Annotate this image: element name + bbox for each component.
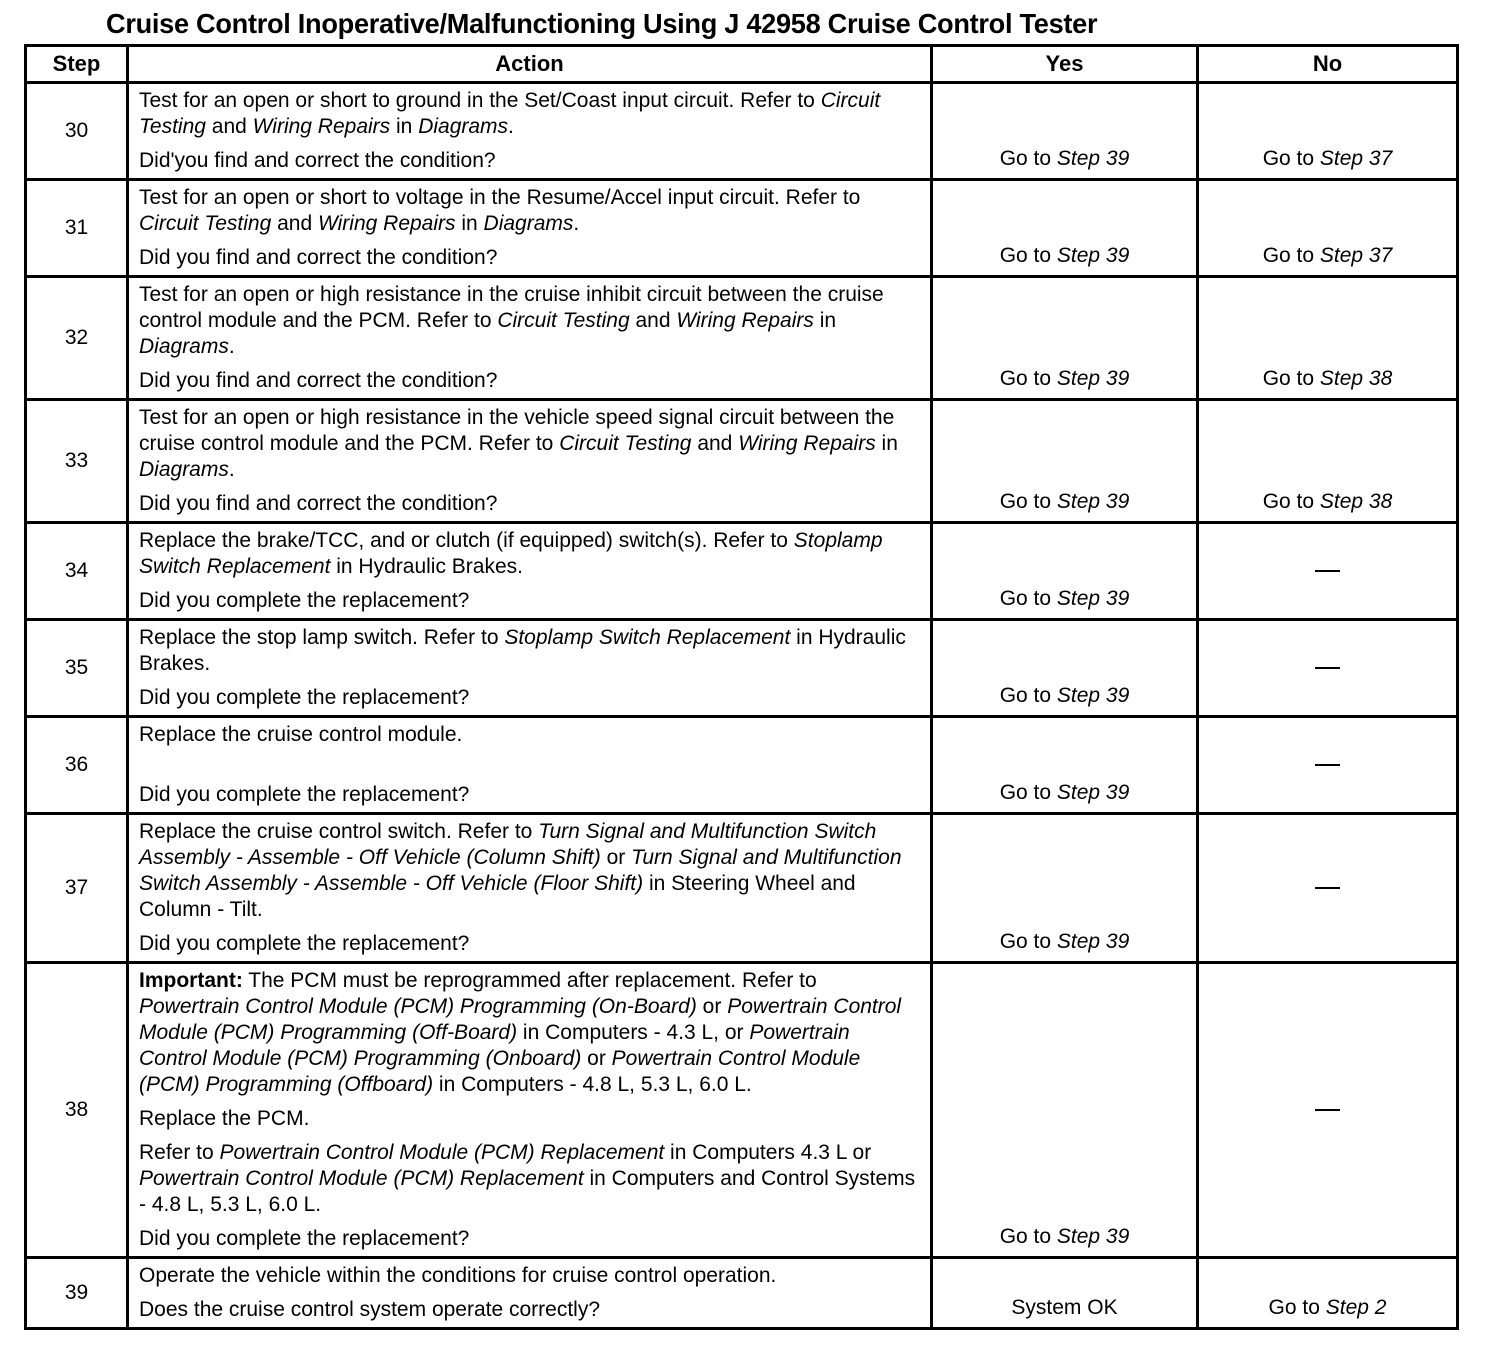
no-outcome xyxy=(1198,814,1458,963)
no-outcome xyxy=(1198,523,1458,620)
no-goto-prefix: Go to xyxy=(1262,244,1320,267)
yes-goto-prefix: Go to xyxy=(999,1225,1057,1248)
action-text: Replace the cruise control module. xyxy=(139,723,463,746)
yes-goto-step-link[interactable]: Step 39 xyxy=(1056,587,1130,610)
reference-link[interactable]: Powertrain Control Module (PCM) Programming (Offboard) xyxy=(139,1047,861,1096)
action-text: or xyxy=(600,846,632,869)
action-cell xyxy=(128,277,932,400)
table-row xyxy=(26,523,1458,620)
action-cell xyxy=(128,620,932,717)
step-number: 32 xyxy=(26,277,128,400)
no-outcome xyxy=(1198,963,1458,1258)
no-outcome xyxy=(1198,717,1458,814)
action-text: and xyxy=(629,309,677,332)
action-cell xyxy=(128,180,932,277)
action-text: in xyxy=(455,212,484,235)
column-header-no: No xyxy=(1198,46,1458,83)
action-text: . xyxy=(508,115,514,138)
yes-outcome xyxy=(932,83,1198,180)
table-body xyxy=(26,83,1458,1329)
action-question: Did you find and correct the condition? xyxy=(139,369,498,392)
table-row xyxy=(26,277,1458,400)
reference-link[interactable]: Wiring Repairs xyxy=(676,309,814,332)
action-question: Did you find and correct the condition? xyxy=(139,492,498,515)
action-question: Did you complete the replacement? xyxy=(139,932,470,955)
not-applicable-dash xyxy=(1315,667,1340,669)
no-goto-step-link[interactable]: Step 38 xyxy=(1319,367,1393,390)
no-outcome xyxy=(1198,180,1458,277)
reference-link[interactable]: Powertrain Control Module (PCM) Replacement xyxy=(139,1167,584,1190)
action-text: in xyxy=(875,432,898,455)
yes-goto-prefix: Go to xyxy=(999,684,1057,707)
not-applicable-dash xyxy=(1315,887,1340,889)
table-row xyxy=(26,1258,1458,1329)
not-applicable-dash xyxy=(1315,764,1340,766)
action-text: Replace the brake/TCC, and or clutch (if equipped) switch(s). Refer to xyxy=(139,529,794,552)
step-number: 31 xyxy=(26,180,128,277)
action-question: Did you complete the replacement? xyxy=(139,1227,470,1250)
yes-goto-step-link[interactable]: Step 39 xyxy=(1056,147,1130,170)
action-text: Refer to xyxy=(139,1141,220,1164)
yes-goto-step-link[interactable]: Step 39 xyxy=(1056,244,1130,267)
action-paragraph xyxy=(139,282,922,360)
yes-outcome xyxy=(932,180,1198,277)
action-text: Test for an open or high resistance in the vehicle speed signal circuit between the cruise control module and the PCM. Refer to xyxy=(139,406,895,455)
action-text: in Hydraulic Brakes. xyxy=(139,626,906,675)
yes-goto-step-link[interactable]: Step 39 xyxy=(1056,781,1130,804)
reference-link[interactable]: Powertrain Control Module (PCM) Programming (Off-Board) xyxy=(139,995,902,1044)
action-text: in Steering Wheel and Column - Tilt. xyxy=(139,872,856,921)
reference-link[interactable]: Powertrain Control Module (PCM) Programming (Onboard) xyxy=(139,1021,850,1070)
action-text: or xyxy=(581,1047,612,1070)
action-text: in Computers and Control Systems - 4.8 L, 5.3 L, 6.0 L. xyxy=(139,1167,916,1216)
action-text: Test for an open or high resistance in the cruise inhibit circuit between the cruise control module and the PCM. Refer to xyxy=(139,283,884,332)
yes-goto-prefix: Go to xyxy=(999,244,1057,267)
no-goto-prefix: Go to xyxy=(1262,147,1320,170)
reference-link[interactable]: Circuit Testing xyxy=(139,89,881,138)
reference-link[interactable]: Powertrain Control Module (PCM) Programming (On-Board) xyxy=(139,995,697,1018)
action-text: Replace the cruise control switch. Refer to xyxy=(139,820,539,843)
action-text: Operate the vehicle within the conditions for cruise control operation. xyxy=(139,1264,777,1287)
reference-link[interactable]: Circuit Testing xyxy=(497,309,630,332)
action-question: Did you find and correct the condition? xyxy=(139,246,498,269)
reference-link[interactable]: Circuit Testing xyxy=(139,212,272,235)
action-cell xyxy=(128,1258,932,1329)
action-paragraph xyxy=(139,88,922,140)
no-goto-step-link[interactable]: Step 37 xyxy=(1319,147,1393,170)
reference-link[interactable]: Diagrams xyxy=(483,212,574,235)
yes-goto-step-link[interactable]: Step 39 xyxy=(1056,490,1130,513)
no-goto-step-link[interactable]: Step 38 xyxy=(1319,490,1393,513)
step-number: 39 xyxy=(26,1258,128,1329)
action-text: or xyxy=(696,995,728,1018)
action-text: Replace the PCM. xyxy=(139,1107,310,1130)
yes-goto-prefix: Go to xyxy=(999,781,1057,804)
emphasis-label: Important: xyxy=(139,969,243,992)
no-goto-step-link[interactable]: Step 2 xyxy=(1325,1296,1387,1319)
action-paragraph xyxy=(139,528,922,580)
step-number: 33 xyxy=(26,400,128,523)
action-question: Did you complete the replacement? xyxy=(139,589,470,612)
yes-outcome xyxy=(932,277,1198,400)
yes-outcome xyxy=(932,814,1198,963)
yes-goto-prefix: Go to xyxy=(999,490,1057,513)
yes-goto-step-link[interactable]: Step 39 xyxy=(1056,367,1130,390)
action-text: . xyxy=(228,335,235,358)
yes-goto-prefix: Go to xyxy=(999,367,1057,390)
page-title: Cruise Control Inoperative/Malfunctioning Using J 42958 Cruise Control Tester xyxy=(106,8,1098,39)
table-row xyxy=(26,963,1458,1258)
action-text: Test for an open or short to ground in the Set/Coast input circuit. Refer to xyxy=(139,89,821,112)
action-text: Replace the stop lamp switch. Refer to xyxy=(139,626,505,649)
yes-outcome xyxy=(932,963,1198,1258)
yes-result-text: System OK xyxy=(1011,1296,1118,1319)
action-cell xyxy=(128,400,932,523)
action-paragraph xyxy=(139,968,922,1098)
no-outcome xyxy=(1198,620,1458,717)
yes-outcome xyxy=(932,1258,1198,1329)
reference-link[interactable]: Wiring Repairs xyxy=(318,212,456,235)
action-question: Did you complete the replacement? xyxy=(139,783,470,806)
table-row xyxy=(26,814,1458,963)
reference-link[interactable]: Stoplamp Switch Replacement xyxy=(504,626,791,649)
action-paragraph xyxy=(139,625,922,677)
reference-link[interactable]: Wiring Repairs xyxy=(252,115,391,138)
column-header-yes: Yes xyxy=(932,46,1198,83)
action-text: . xyxy=(573,212,580,235)
yes-outcome xyxy=(932,620,1198,717)
action-question: Did you complete the replacement? xyxy=(139,686,470,709)
no-outcome xyxy=(1198,277,1458,400)
reference-link[interactable]: Turn Signal and Multifunction Switch Assembly - Assemble - Off Vehicle (Floor Shift) xyxy=(139,846,902,895)
reference-link[interactable]: Circuit Testing xyxy=(559,432,692,455)
yes-outcome xyxy=(932,400,1198,523)
table-row xyxy=(26,717,1458,814)
action-paragraph xyxy=(139,1263,922,1289)
action-text: in Computers - 4.8 L, 5.3 L, 6.0 L. xyxy=(433,1073,752,1096)
reference-link[interactable]: Stoplamp Switch Replacement xyxy=(139,529,883,578)
action-cell xyxy=(128,717,932,814)
reference-link[interactable]: Powertrain Control Module (PCM) Replacement xyxy=(219,1141,665,1164)
action-text: and xyxy=(271,212,318,235)
yes-goto-prefix: Go to xyxy=(999,587,1057,610)
no-goto-prefix: Go to xyxy=(1268,1296,1326,1319)
action-cell xyxy=(128,83,932,180)
not-applicable-dash xyxy=(1315,1109,1340,1111)
table-header-row xyxy=(26,46,1458,83)
action-question: Did'you find and correct the condition? xyxy=(139,149,496,172)
reference-link[interactable]: Wiring Repairs xyxy=(738,432,876,455)
yes-goto-step-link[interactable]: Step 39 xyxy=(1056,930,1130,953)
action-text: in xyxy=(813,309,837,332)
action-cell xyxy=(128,814,932,963)
step-number: 37 xyxy=(26,814,128,963)
no-goto-prefix: Go to xyxy=(1262,367,1320,390)
yes-outcome xyxy=(932,523,1198,620)
action-paragraph xyxy=(139,722,922,748)
action-text: and xyxy=(205,115,253,138)
no-goto-prefix: Go to xyxy=(1262,490,1320,513)
step-number: 38 xyxy=(26,963,128,1258)
spacer xyxy=(139,748,922,774)
no-outcome xyxy=(1198,83,1458,180)
no-goto-step-link[interactable]: Step 37 xyxy=(1319,244,1393,267)
no-outcome xyxy=(1198,400,1458,523)
table-row xyxy=(26,620,1458,717)
not-applicable-dash xyxy=(1315,570,1340,572)
action-text: in Computers - 4.3 L, or xyxy=(517,1021,750,1044)
no-outcome xyxy=(1198,1258,1458,1329)
reference-link[interactable]: Diagrams xyxy=(139,335,229,358)
column-header-action: Action xyxy=(128,46,932,83)
table-row xyxy=(26,180,1458,277)
action-text: in Hydraulic Brakes. xyxy=(330,555,523,578)
yes-outcome xyxy=(932,717,1198,814)
column-header-step: Step xyxy=(26,46,128,83)
action-cell xyxy=(128,523,932,620)
action-paragraph xyxy=(139,185,922,237)
action-paragraph xyxy=(139,819,922,923)
action-question: Does the cruise control system operate correctly? xyxy=(139,1298,601,1321)
yes-goto-step-link[interactable]: Step 39 xyxy=(1056,684,1130,707)
action-text: and xyxy=(691,432,739,455)
diagnostic-table xyxy=(24,44,1459,1330)
step-number: 35 xyxy=(26,620,128,717)
yes-goto-step-link[interactable]: Step 39 xyxy=(1056,1225,1130,1248)
action-paragraph xyxy=(139,405,922,483)
table-row xyxy=(26,83,1458,180)
action-paragraph xyxy=(139,1106,922,1132)
action-text: in xyxy=(390,115,419,138)
action-text: The PCM must be reprogrammed after replacement. Refer to xyxy=(242,969,817,992)
table-row xyxy=(26,400,1458,523)
action-text: in Computers 4.3 L or xyxy=(664,1141,872,1164)
action-text: . xyxy=(228,458,235,481)
action-cell xyxy=(128,963,932,1258)
yes-goto-prefix: Go to xyxy=(999,147,1057,170)
reference-link[interactable]: Turn Signal and Multifunction Switch Assembly - Assemble - Off Vehicle (Column Shift) xyxy=(139,820,877,869)
reference-link[interactable]: Diagrams xyxy=(139,458,229,481)
action-text: Test for an open or short to voltage in the Resume/Accel input circuit. Refer to xyxy=(139,186,861,209)
reference-link[interactable]: Diagrams xyxy=(418,115,509,138)
yes-goto-prefix: Go to xyxy=(999,930,1057,953)
step-number: 34 xyxy=(26,523,128,620)
step-number: 30 xyxy=(26,83,128,180)
action-paragraph xyxy=(139,1140,922,1218)
step-number: 36 xyxy=(26,717,128,814)
